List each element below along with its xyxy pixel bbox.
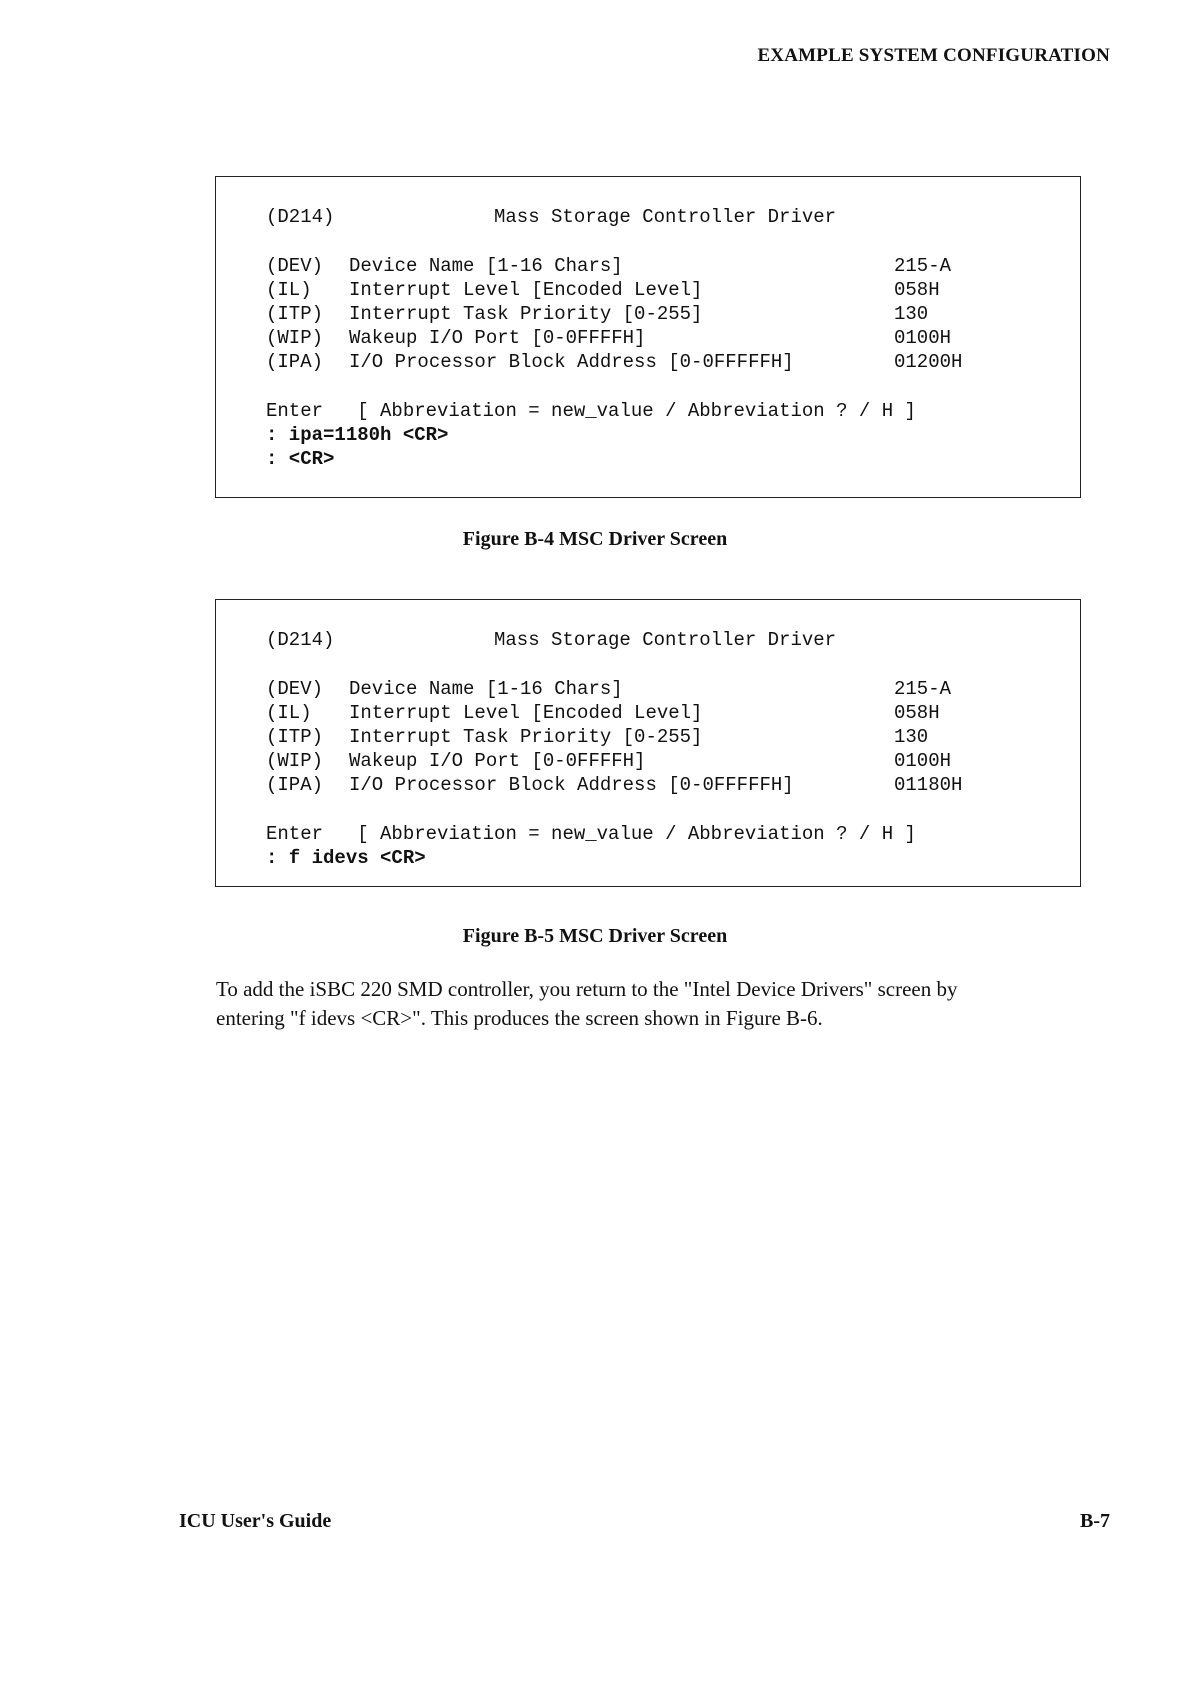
command-input: : ipa=1180h <CR>: [266, 424, 449, 446]
figure-caption: Figure B-4 MSC Driver Screen: [462, 528, 728, 550]
row-desc: Interrupt Task Priority [0-255]: [349, 303, 703, 325]
paragraph-line: To add the iSBC 220 SMD controller, you return to the "Intel Device Drivers" screen by: [216, 977, 958, 1001]
row-desc: Device Name [1-16 Chars]: [349, 255, 623, 277]
row-desc: Device Name [1-16 Chars]: [349, 678, 623, 700]
row-desc: Interrupt Level [Encoded Level]: [349, 279, 703, 301]
row-value: 01180H: [894, 774, 963, 796]
command-input: : f idevs <CR>: [266, 847, 426, 869]
row-value: 215-A: [894, 678, 952, 700]
row-value: 215-A: [894, 255, 952, 277]
command-prompt: Enter [ Abbreviation = new_value / Abbreviation ? / H ]: [266, 400, 916, 422]
screen-id: (D214): [266, 206, 335, 228]
row-value: 130: [894, 303, 929, 325]
row-abbr: (DEV): [266, 678, 324, 700]
row-abbr: (IPA): [266, 351, 324, 373]
row-abbr: (ITP): [266, 303, 324, 325]
row-value: 058H: [894, 279, 940, 301]
figure-caption: Figure B-5 MSC Driver Screen: [462, 925, 728, 947]
row-abbr: (IL): [266, 279, 312, 301]
row-value: 0100H: [894, 327, 952, 349]
row-desc: Wakeup I/O Port [0-0FFFFH]: [349, 327, 646, 349]
screen-title: Mass Storage Controller Driver: [494, 206, 837, 228]
row-desc: Interrupt Level [Encoded Level]: [349, 702, 703, 724]
msc-driver-screen-b5: [215, 599, 1081, 887]
command-input: : <CR>: [266, 448, 335, 470]
footer-title: ICU User's Guide: [179, 1510, 332, 1532]
row-value: 01200H: [894, 351, 963, 373]
command-prompt: Enter [ Abbreviation = new_value / Abbreviation ? / H ]: [266, 823, 916, 845]
row-desc: Interrupt Task Priority [0-255]: [349, 726, 703, 748]
screen-title: Mass Storage Controller Driver: [494, 629, 837, 651]
msc-driver-screen-b4: [215, 176, 1081, 498]
row-abbr: (WIP): [266, 327, 324, 349]
row-abbr: (IL): [266, 702, 312, 724]
row-abbr: (IPA): [266, 774, 324, 796]
paragraph-line: entering "f idevs <CR>". This produces the screen shown in Figure B-6.: [216, 1006, 823, 1030]
row-value: 058H: [894, 702, 940, 724]
row-abbr: (WIP): [266, 750, 324, 772]
row-desc: I/O Processor Block Address [0-0FFFFFH]: [349, 774, 794, 796]
row-abbr: (ITP): [266, 726, 324, 748]
row-desc: Wakeup I/O Port [0-0FFFFH]: [349, 750, 646, 772]
screen-id: (D214): [266, 629, 335, 651]
page-number: B-7: [1080, 1510, 1110, 1532]
row-value: 130: [894, 726, 929, 748]
body-paragraph: [216, 975, 1096, 1033]
row-value: 0100H: [894, 750, 952, 772]
row-abbr: (DEV): [266, 255, 324, 277]
row-desc: I/O Processor Block Address [0-0FFFFFH]: [349, 351, 794, 373]
running-header: EXAMPLE SYSTEM CONFIGURATION: [757, 45, 1110, 66]
